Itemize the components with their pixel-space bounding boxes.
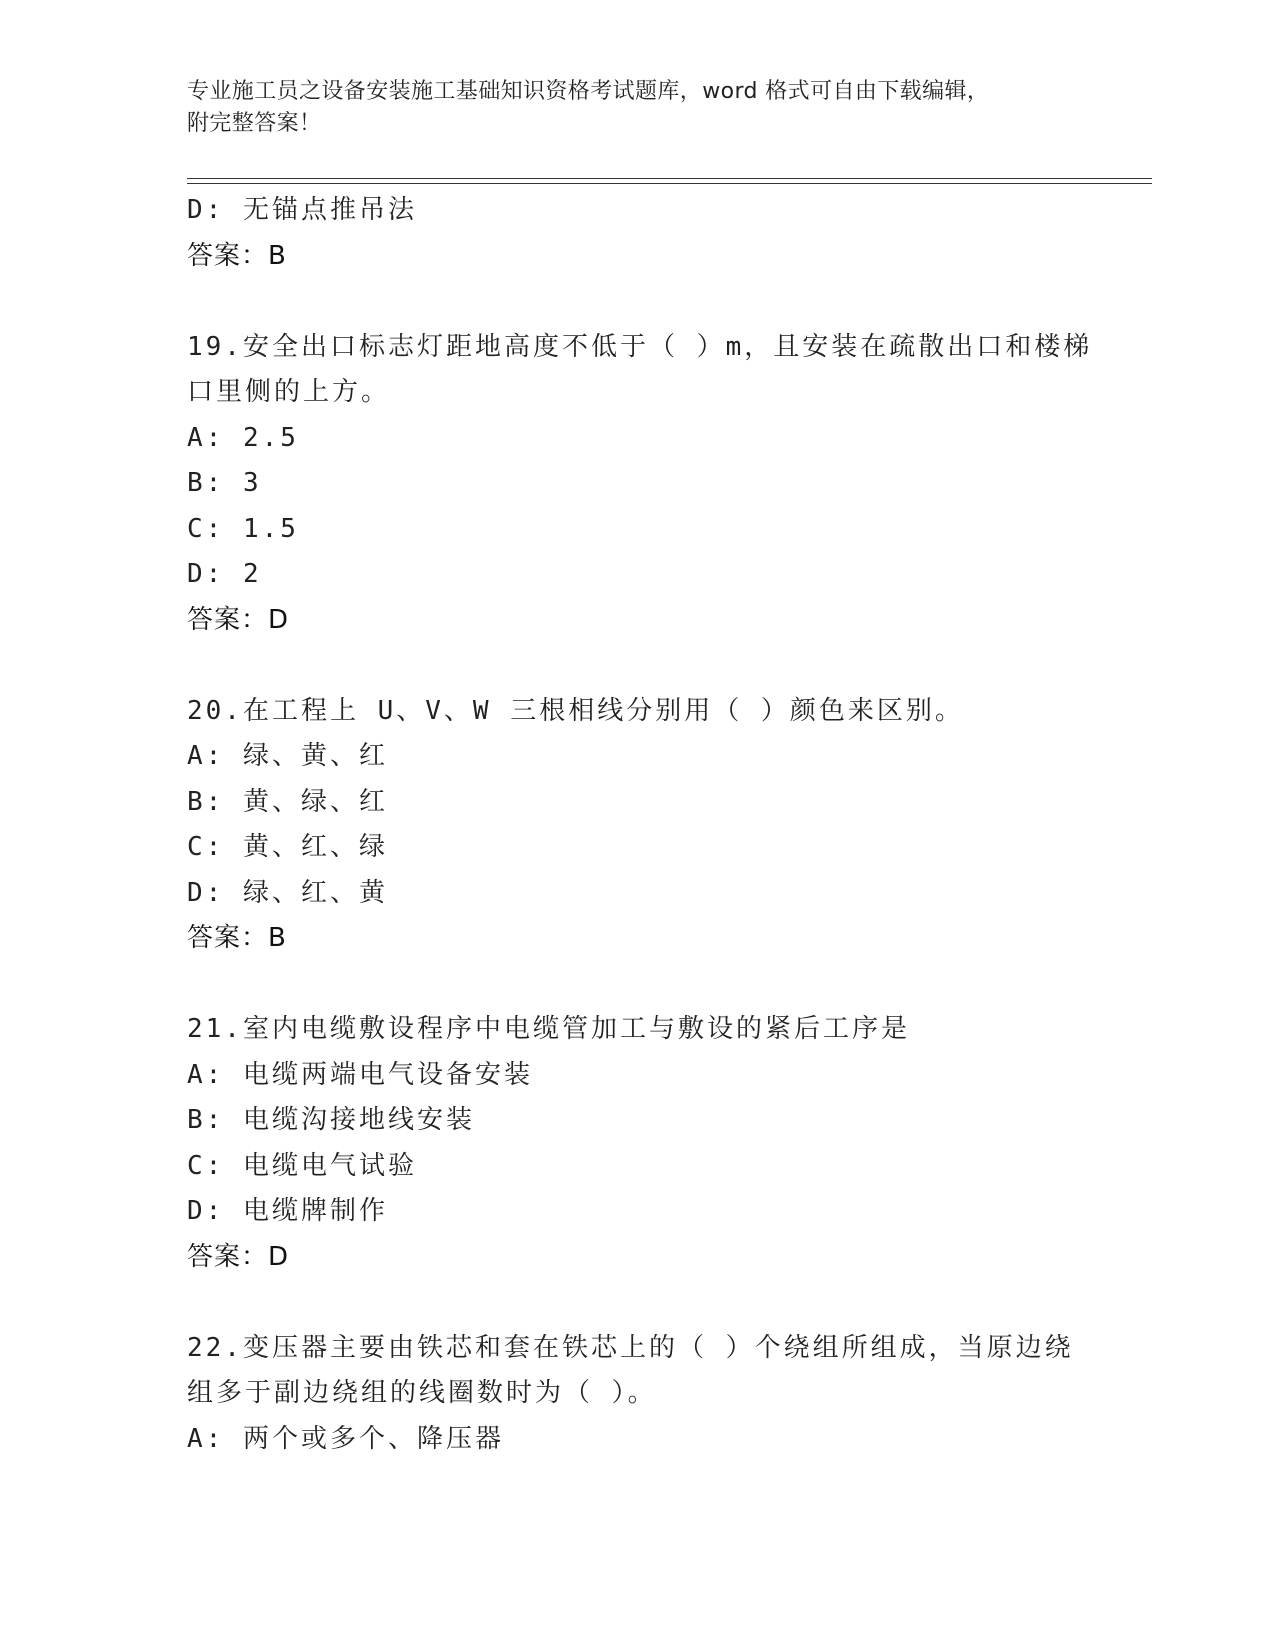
- question-stem: 口里侧的上方。: [187, 377, 391, 407]
- question-stem: 19.安全出口标志灯距地高度不低于（ ）m，且安装在疏散出口和楼梯: [187, 331, 1093, 362]
- question-22: [187, 1326, 1087, 1463]
- document-header: [187, 76, 1067, 140]
- option-b: B: 3: [187, 468, 262, 498]
- question-20: [187, 689, 1087, 962]
- question-stem: 21.室内电缆敷设程序中电缆管加工与敷设的紧后工序是: [187, 1014, 910, 1044]
- option-a: A: 2.5: [187, 422, 299, 453]
- option-c: C: 黄、红、绿: [187, 832, 388, 862]
- option-d: D: 绿、红、黄: [187, 877, 388, 908]
- question-stem: 22.变压器主要由铁芯和套在铁芯上的（ ）个绕组所组成，当原边绕: [187, 1332, 1074, 1363]
- question-stem: 组多于副边绕组的线圈数时为（ ）。: [187, 1378, 657, 1408]
- option-b: B: 电缆沟接地线安装: [187, 1105, 475, 1135]
- answer-line: 答案：B: [187, 240, 287, 271]
- spacer: [187, 962, 1087, 1008]
- answer-line: 答案：D: [187, 1241, 290, 1272]
- option-d: D: 无锚点推吊法: [187, 195, 417, 225]
- question-21: [187, 1007, 1087, 1280]
- header-divider-bottom: [187, 183, 1152, 184]
- question-stem: 20.在工程上 U、V、W 三根相线分别用（ ）颜色来区别。: [187, 695, 964, 726]
- question-19: [187, 325, 1093, 644]
- document-body: [187, 188, 1093, 1462]
- header-line-2: 附完整答案！: [187, 111, 322, 136]
- option-c: C: 1.5: [187, 513, 299, 544]
- option-b: B: 黄、绿、红: [187, 786, 388, 817]
- header-divider-top: [187, 178, 1152, 179]
- option-c: C: 电缆电气试验: [187, 1150, 417, 1181]
- header-line-1: 专业施工员之设备安装施工基础知识资格考试题库，word 格式可自由下载编辑，: [187, 79, 990, 104]
- option-d: D: 2: [187, 559, 262, 589]
- option-a: A: 绿、黄、红: [187, 741, 388, 771]
- spacer: [187, 1280, 1087, 1326]
- option-a: A: 两个或多个、降压器: [187, 1423, 504, 1454]
- answer-line: 答案：D: [187, 604, 290, 635]
- option-d: D: 电缆牌制作: [187, 1196, 388, 1226]
- spacer: [187, 643, 1087, 689]
- option-a: A: 电缆两端电气设备安装: [187, 1059, 533, 1090]
- answer-line: 答案：B: [187, 923, 287, 953]
- spacer: [187, 279, 1087, 325]
